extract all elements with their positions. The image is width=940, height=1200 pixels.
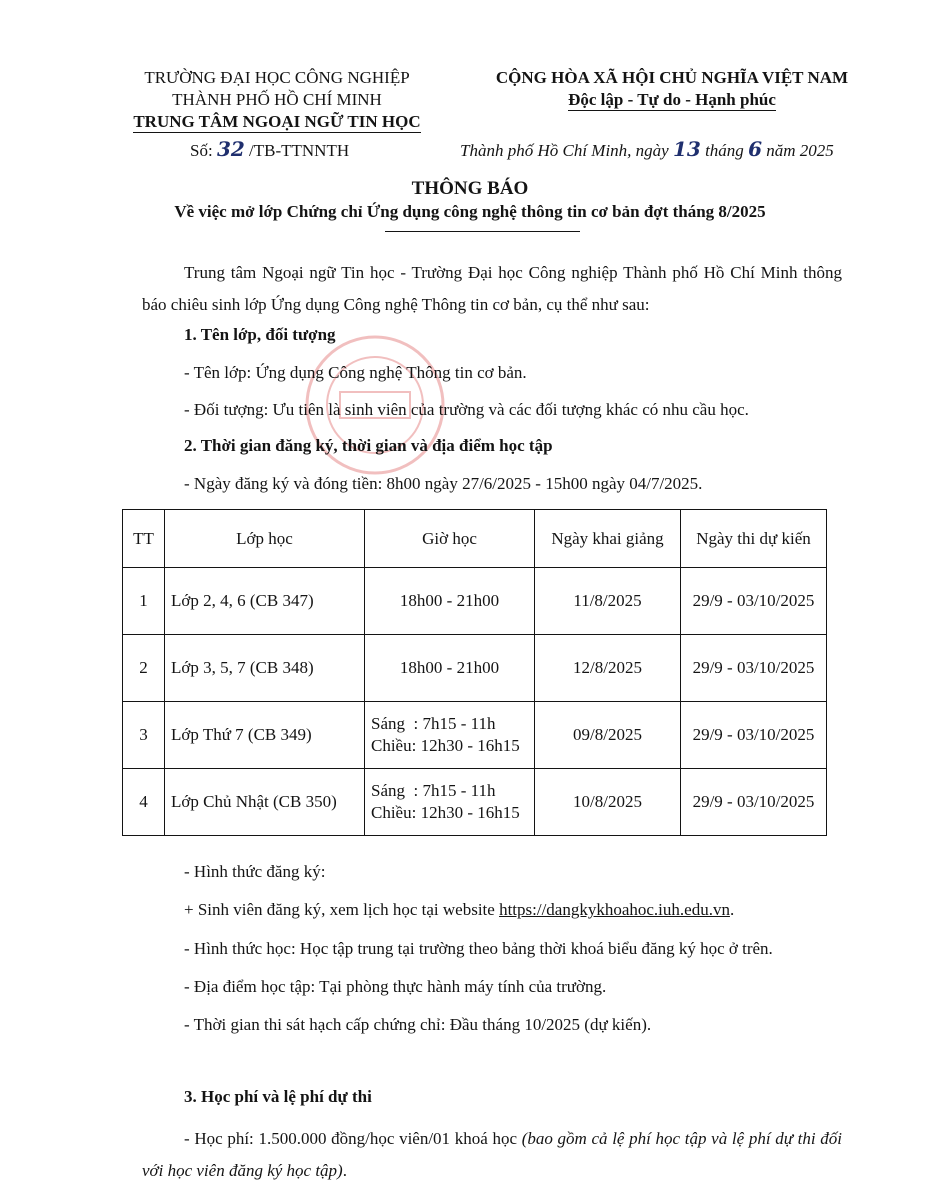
- exam-time: - Thời gian thi sát hạch cấp chứng chỉ: Đầu tháng 10/2025 (dự kiến).: [184, 1015, 652, 1034]
- cell-time-morning: Sáng : 7h15 - 11h: [371, 781, 496, 800]
- document-title: THÔNG BÁO: [411, 178, 529, 199]
- section-1-audience: - Đối tượng: Ưu tiên là sinh viên của trường và các đối tượng khác có nhu cầu học.: [184, 400, 749, 419]
- cell-tt: 4: [123, 769, 165, 836]
- document-number-label: Số:: [190, 141, 213, 160]
- table-row: [123, 702, 827, 769]
- col-header-start-date: Ngày khai giảng: [535, 510, 681, 568]
- section-1-class-name: - Tên lớp: Ứng dụng Công nghệ Thông tin cơ bản.: [184, 363, 527, 382]
- cell-exam-date: 29/9 - 03/10/2025: [681, 769, 827, 836]
- date-prefix: Thành phố Hồ Chí Minh, ngày: [460, 141, 669, 160]
- cell-start-date: 10/8/2025: [535, 769, 681, 836]
- study-method: - Hình thức học: Học tập trung tại trường theo bảng thời khoá biểu đăng ký học ở trên.: [184, 939, 773, 958]
- table-row: [123, 635, 827, 702]
- registration-detail: [184, 899, 734, 921]
- tuition-fee: [142, 1123, 842, 1187]
- col-header-time: Giờ học: [365, 510, 535, 568]
- tuition-fee-note: (bao gồm cả lệ phí học tập và lệ phí dự thi đối với học viên đăng ký học tập): [142, 1129, 843, 1180]
- subtitle-underline: [385, 231, 580, 232]
- col-header-exam-date: Ngày thi dự kiến: [681, 510, 827, 568]
- cell-start-date: 12/8/2025: [535, 635, 681, 702]
- cell-class: Lớp Chủ Nhật (CB 350): [165, 769, 365, 836]
- tuition-fee-end: .: [342, 1161, 347, 1180]
- document-subtitle: Về việc mở lớp Chứng chỉ Ứng dụng công nghệ thông tin cơ bản đợt tháng 8/2025: [174, 202, 766, 221]
- issuer-university: TRƯỜNG ĐẠI HỌC CÔNG NGHIỆP: [144, 68, 410, 87]
- cell-time-morning: Sáng : 7h15 - 11h: [371, 714, 496, 733]
- tuition-fee-main: - Học phí: 1.500.000 đồng/học viên/01 khoá học: [184, 1129, 522, 1148]
- section-3-heading: 3. Học phí và lệ phí dự thi: [184, 1087, 372, 1106]
- national-motto-block: [462, 67, 882, 111]
- document-date: [460, 137, 834, 161]
- national-motto: Độc lập - Tự do - Hạnh phúc: [568, 90, 776, 109]
- cell-start-date: 11/8/2025: [535, 568, 681, 635]
- date-month: 6: [748, 137, 762, 161]
- cell-exam-date: 29/9 - 03/10/2025: [681, 702, 827, 769]
- registration-method: - Hình thức đăng ký:: [184, 862, 326, 881]
- section-1-heading: 1. Tên lớp, đối tượng: [184, 325, 336, 344]
- issuer-city: THÀNH PHỐ HỒ CHÍ MINH: [172, 90, 382, 109]
- cell-time: [365, 702, 535, 769]
- col-header-tt: TT: [123, 510, 165, 568]
- national-name: CỘNG HÒA XÃ HỘI CHỦ NGHĨA VIỆT NAM: [495, 68, 849, 87]
- table-row: [123, 769, 827, 836]
- document-number-suffix: /TB-TTNNTH: [249, 141, 350, 160]
- cell-tt: 1: [123, 568, 165, 635]
- section-2-registration: - Ngày đăng ký và đóng tiền: 8h00 ngày 27/6/2025 - 15h00 ngày 04/7/2025.: [184, 474, 703, 493]
- col-header-class: Lớp học: [165, 510, 365, 568]
- date-day: 13: [672, 137, 701, 161]
- registration-website-link[interactable]: https://dangkykhoahoc.iuh.edu.vn: [499, 900, 730, 919]
- cell-time: [365, 769, 535, 836]
- document-number-value: 32: [216, 137, 245, 161]
- document-number: [190, 137, 349, 161]
- registration-detail-end: .: [729, 900, 735, 919]
- cell-start-date: 09/8/2025: [535, 702, 681, 769]
- issuer-center: TRUNG TÂM NGOẠI NGỮ TIN HỌC: [133, 112, 421, 131]
- cell-time: 18h00 - 21h00: [365, 568, 535, 635]
- table-row: [123, 568, 827, 635]
- cell-tt: 2: [123, 635, 165, 702]
- intro-paragraph: Trung tâm Ngoại ngữ Tin học - Trường Đại học Công nghiệp Thành phố Hồ Chí Minh thông báo chiêu sinh lớp Ứng dụng Công nghệ Thông tin cơ bản, cụ thể như sau:: [142, 263, 842, 314]
- cell-time-afternoon: Chiều: 12h30 - 16h15: [371, 803, 520, 822]
- cell-time: 18h00 - 21h00: [365, 635, 535, 702]
- cell-class: Lớp 2, 4, 6 (CB 347): [165, 568, 365, 635]
- cell-time-afternoon: Chiều: 12h30 - 16h15: [371, 736, 520, 755]
- cell-exam-date: 29/9 - 03/10/2025: [681, 635, 827, 702]
- issuer-block: [92, 67, 462, 133]
- schedule-table: [122, 509, 827, 836]
- cell-class: Lớp Thứ 7 (CB 349): [165, 702, 365, 769]
- section-2-heading: 2. Thời gian đăng ký, thời gian và địa điểm học tập: [184, 436, 553, 455]
- date-month-label: tháng: [705, 141, 744, 160]
- table-header-row: [123, 510, 827, 568]
- cell-exam-date: 29/9 - 03/10/2025: [681, 568, 827, 635]
- study-location: - Địa điểm học tập: Tại phòng thực hành máy tính của trường.: [184, 977, 607, 996]
- cell-class: Lớp 3, 5, 7 (CB 348): [165, 635, 365, 702]
- cell-tt: 3: [123, 702, 165, 769]
- registration-detail-text: + Sinh viên đăng ký, xem lịch học tại website: [184, 900, 500, 919]
- date-year: năm 2025: [766, 141, 834, 160]
